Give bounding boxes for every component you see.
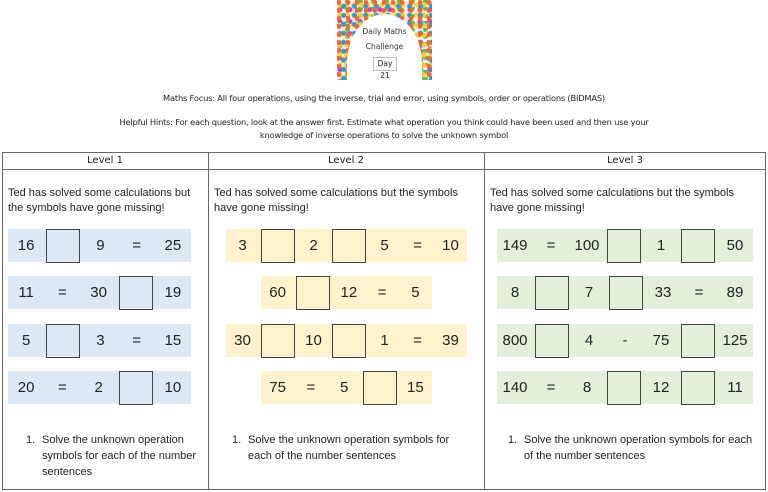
number: 60 xyxy=(269,284,286,301)
level-2-intro: Ted has solved some calculations but the symbols have gone missing! xyxy=(214,187,458,214)
operation-answer-box[interactable] xyxy=(535,324,569,358)
operation-answer-box[interactable] xyxy=(681,229,715,263)
number-sentence xyxy=(226,324,467,357)
number: 1 xyxy=(380,332,389,349)
operation-answer-box[interactable] xyxy=(119,371,153,405)
minus-sign: - xyxy=(622,332,628,349)
operation-answer-box[interactable] xyxy=(609,276,643,310)
number: 2 xyxy=(94,379,103,396)
number: 2 xyxy=(309,237,318,254)
operation-answer-box[interactable] xyxy=(607,371,641,405)
number-sentence xyxy=(8,324,191,357)
number: 12 xyxy=(340,284,358,301)
number: 8 xyxy=(582,379,592,396)
equals-sign: = xyxy=(57,284,67,301)
equals-sign: = xyxy=(132,332,141,349)
number-sentence xyxy=(497,371,753,404)
level-1-header: Level 1 xyxy=(87,155,123,166)
number: 125 xyxy=(722,332,748,349)
equals-sign: = xyxy=(413,332,422,349)
daily-maths-challenge-logo xyxy=(337,0,432,80)
number-sentence xyxy=(261,371,432,404)
task-number: 1. xyxy=(26,434,36,446)
number: 800 xyxy=(502,332,528,349)
number: 100 xyxy=(574,237,600,254)
number: 30 xyxy=(234,332,251,349)
number: 5 xyxy=(411,284,420,301)
operation-answer-box[interactable] xyxy=(119,276,153,310)
operation-answer-box[interactable] xyxy=(535,276,569,310)
equals-sign: = xyxy=(546,379,556,396)
number: 7 xyxy=(584,284,594,301)
number: 39 xyxy=(442,332,459,349)
operation-answer-box[interactable] xyxy=(46,324,80,358)
number: 75 xyxy=(269,379,286,396)
number-sentence xyxy=(497,324,753,357)
helpful-hints-line1: Helpful Hints: For each question, look at the answer first. Estimate what operation you think could have been used and then use your xyxy=(119,117,649,127)
number: 10 xyxy=(305,332,322,349)
equals-sign: = xyxy=(306,379,316,396)
number: 11 xyxy=(727,379,743,396)
operation-answer-box[interactable] xyxy=(261,229,295,263)
equals-sign: = xyxy=(694,284,704,301)
task-text: Solve the unknown operation symbols for each of the number sentences xyxy=(42,434,197,478)
operation-answer-box[interactable] xyxy=(332,229,366,263)
number: 8 xyxy=(510,284,520,301)
number-sentence xyxy=(497,229,753,262)
number: 25 xyxy=(164,237,182,254)
number: 10 xyxy=(164,379,182,396)
number-sentence xyxy=(8,229,191,262)
operation-answer-box[interactable] xyxy=(332,324,366,358)
number: 30 xyxy=(90,284,107,301)
number: 10 xyxy=(442,237,459,254)
column-divider xyxy=(208,152,209,490)
number: 75 xyxy=(652,332,670,349)
number: 33 xyxy=(654,284,672,301)
number: 20 xyxy=(17,379,35,396)
number: 12 xyxy=(652,379,670,396)
task-number: 1. xyxy=(232,434,242,446)
number-sentence xyxy=(497,276,753,309)
number: 15 xyxy=(407,379,424,396)
number-sentence xyxy=(226,229,467,262)
equals-sign: = xyxy=(57,379,67,396)
equals-sign: = xyxy=(377,284,387,301)
operation-answer-box[interactable] xyxy=(681,371,715,405)
number: 19 xyxy=(164,284,182,301)
number-sentence xyxy=(8,371,191,404)
number: 140 xyxy=(502,379,528,396)
number: 11 xyxy=(18,284,34,301)
task-text: Solve the unknown operation symbols for each of the number sentences xyxy=(248,434,450,462)
maths-focus: Maths Focus: All four operations, using the inverse, trial and error, using symbols, order or operations (BIDMAS) xyxy=(163,93,605,103)
operation-answer-box[interactable] xyxy=(681,324,715,358)
number: 9 xyxy=(96,237,105,254)
helpful-hints-line2: knowledge of inverse operations to solve the unknown symbol xyxy=(259,130,509,140)
equals-sign: = xyxy=(413,237,422,254)
number: 89 xyxy=(726,284,744,301)
number-sentence xyxy=(261,276,432,309)
number: 15 xyxy=(164,332,182,349)
header-divider xyxy=(2,169,766,170)
logo-title-line2: Challenge xyxy=(365,42,404,51)
equals-sign: = xyxy=(546,237,556,254)
operation-answer-box[interactable] xyxy=(607,229,641,263)
level-3-task xyxy=(508,432,756,464)
level-2-header: Level 2 xyxy=(328,155,364,166)
operation-answer-box[interactable] xyxy=(296,276,330,310)
equals-sign: = xyxy=(132,237,141,254)
level-3-header: Level 3 xyxy=(607,155,643,166)
operation-answer-box[interactable] xyxy=(46,229,80,263)
day-badge: Day 21 xyxy=(373,57,397,71)
number: 4 xyxy=(584,332,594,349)
operation-answer-box[interactable] xyxy=(261,324,295,358)
task-number: 1. xyxy=(508,434,518,446)
column-divider xyxy=(484,152,485,490)
number: 50 xyxy=(726,237,744,254)
level-2-task xyxy=(232,432,474,464)
number: 3 xyxy=(238,237,247,254)
operation-answer-box[interactable] xyxy=(363,371,397,405)
number: 149 xyxy=(502,237,528,254)
level-1-intro: Ted has solved some calculations but the symbols have gone missing! xyxy=(8,187,191,214)
number-sentence xyxy=(8,276,191,309)
number: 16 xyxy=(17,237,35,254)
number: 5 xyxy=(339,379,349,396)
number: 5 xyxy=(380,237,389,254)
number: 5 xyxy=(21,332,31,349)
task-text: Solve the unknown operation symbols for each of the number sentences xyxy=(524,434,753,462)
level-3-intro: Ted has solved some calculations but the symbols have gone missing! xyxy=(490,187,734,214)
level-1-task xyxy=(26,432,198,480)
logo-title-line1: Daily Maths xyxy=(362,27,407,36)
number: 1 xyxy=(656,237,666,254)
number: 3 xyxy=(96,332,105,349)
